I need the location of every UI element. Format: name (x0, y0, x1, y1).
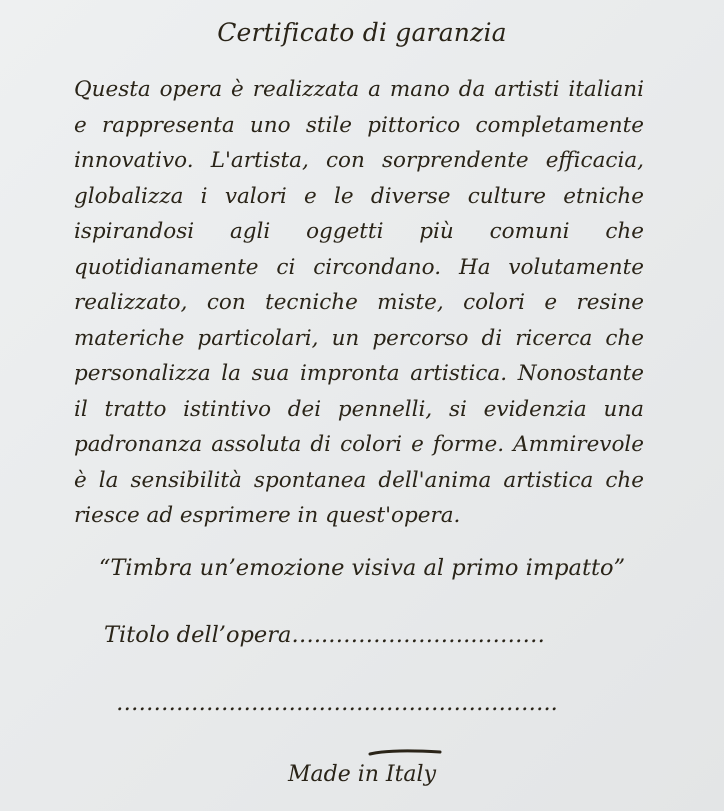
blank-dotted-line: ………………………………………………….. (116, 690, 558, 716)
certificate-title: Certificato di garanzia (217, 18, 507, 47)
certificate-quote: “Timbra un’emozione visiva al primo impatto” (98, 555, 626, 581)
artwork-title-field: Titolo dell’opera…..………………..……… (104, 622, 545, 648)
certificate-body: Questa opera è realizzata a mano da artisti italiani e rappresenta uno stile pittorico completamente innovativo. L'artista, con sorprendente efficacia, globalizza i valori e le diverse culture etniche ispirandosi agli oggetti più comuni che quotidianamente ci circondano. Ha volutamente realizzato, con tecniche miste, colori e resine materiche particolari, un percorso di ricerca che personalizza la sua impronta artistica. Nonostante il tratto istintivo dei pennelli, si evidenzia una padronanza assoluta di colori e forme. Ammirevole è la sensibilità spontanea dell'anima artistica che riesce ad esprimere in quest'opera. (74, 77, 644, 528)
signature-mark (368, 748, 442, 758)
made-in-label: Made in Italy (287, 762, 437, 787)
